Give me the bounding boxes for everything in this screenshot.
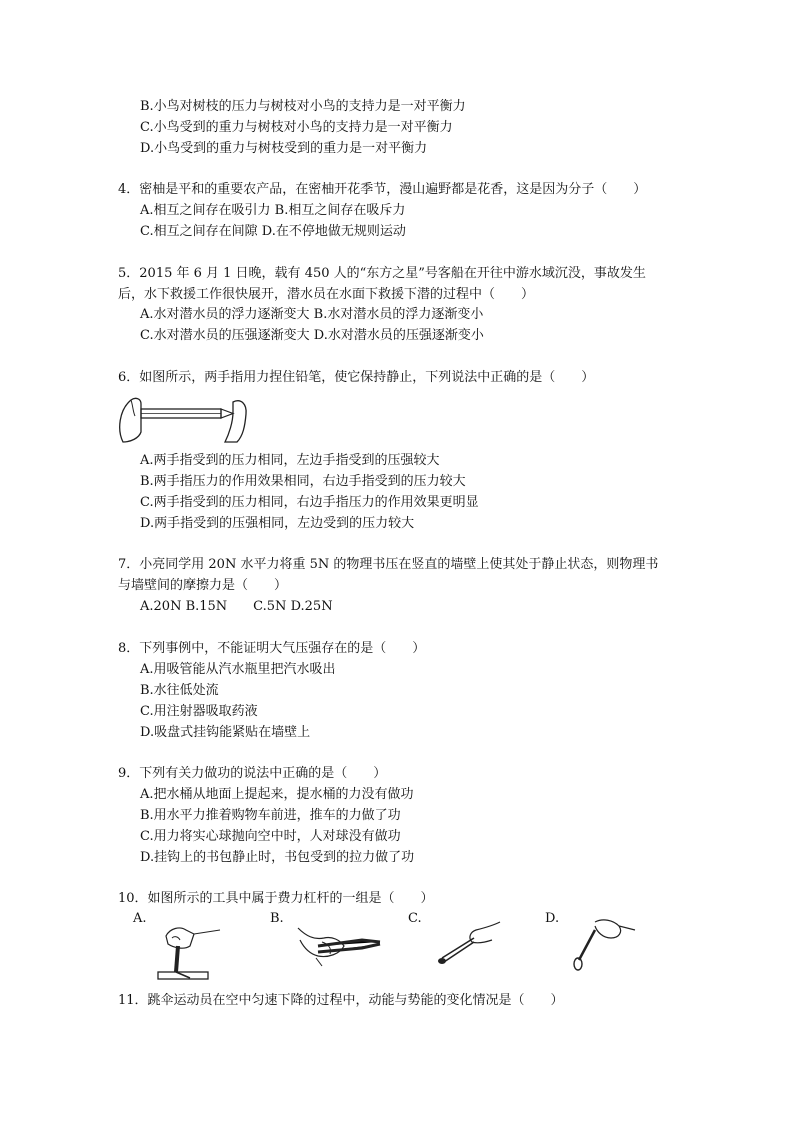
q9-option-b: B.用水平力推着购物车前进，推车的力做了功 <box>140 808 401 823</box>
q6-option-a: A.两手指受到的压力相同，左边手指受到的压强较大 <box>140 453 440 468</box>
q9-stem: 9．下列有关力做功的说法中正确的是（ ） <box>118 766 387 781</box>
q3-option-b: B.小鸟对树枝的压力与树枝对小鸟的支持力是一对平衡力 <box>140 99 466 114</box>
q6-option-c: C.两手指受到的压力相同，右边手指压力的作用效果更明显 <box>140 495 479 510</box>
pencil-fingers-figure <box>115 392 250 444</box>
tool-d-figure <box>565 914 645 972</box>
q6-stem: 6．如图所示，两手指用力捏住铅笔，使它保持静止，下列说法中正确的是（ ） <box>118 370 595 385</box>
q11-stem: 11．跳伞运动员在空中匀速下降的过程中，动能与势能的变化情况是（ ） <box>118 993 564 1008</box>
q5-option-ab: A.水对潜水员的浮力逐渐变大 B.水对潜水员的浮力逐渐变小 <box>140 307 484 322</box>
q9-option-a: A.把水桶从地面上提起来，提水桶的力没有做功 <box>140 787 414 802</box>
q7-options: A.20N B.15N C.5N D.25N <box>140 599 333 614</box>
q3-option-d: D.小鸟受到的重力与树枝受到的重力是一对平衡力 <box>140 141 428 156</box>
q7-stem-line1: 7．小亮同学用 20N 水平力将重 5N 的物理书压在竖直的墙壁上使其处于静止状态，则物理书 <box>118 557 659 572</box>
q4-option-ab: A.相互之间存在吸引力 B.相互之间存在吸斥力 <box>140 203 406 218</box>
q10-stem: 10．如图所示的工具中属于费力杠杆的一组是（ ） <box>118 891 434 906</box>
q8-option-c: C.用注射器吸取药液 <box>140 704 258 719</box>
q5-stem-line1: 5．2015 年 6 月 1 日晚，载有 450 人的“东方之星”号客船在开往中游水域沉没，事故发生 <box>118 266 646 281</box>
q10-label-c: C. <box>408 911 422 926</box>
q10-label-b: B. <box>270 911 284 926</box>
q5-stem-line2: 后，水下救援工作很快展开，潜水员在水面下救援下潜的过程中（ ） <box>118 287 535 302</box>
tool-a-figure <box>150 916 225 982</box>
tool-c-figure <box>430 918 510 968</box>
q8-option-a: A.用吸管能从汽水瓶里把汽水吸出 <box>140 662 336 677</box>
q10-label-d: D. <box>545 911 560 926</box>
q6-option-b: B.两手指压力的作用效果相同，右边手指受到的压力较大 <box>140 474 466 489</box>
q9-option-c: C.用力将实心球抛向空中时，人对球没有做功 <box>140 829 401 844</box>
q6-option-d: D.两手指受到的压强相同，左边受到的压力较大 <box>140 516 415 531</box>
q10-label-a: A. <box>133 911 147 926</box>
q4-stem: 4．密柚是平和的重要农产品，在密柚开花季节，漫山遍野都是花香，这是因为分子（ ） <box>118 182 647 197</box>
q5-option-cd: C.水对潜水员的压强逐渐变大 D.水对潜水员的压强逐渐变小 <box>140 328 484 343</box>
q8-option-d: D.吸盘式挂钩能紧贴在墙壁上 <box>140 725 311 740</box>
q8-option-b: B.水往低处流 <box>140 683 219 698</box>
q3-option-c: C.小鸟受到的重力与树枝对小鸟的支持力是一对平衡力 <box>140 120 453 135</box>
q7-stem-line2: 与墙壁间的摩擦力是（ ） <box>118 578 288 593</box>
q9-option-d: D.挂钩上的书包静止时，书包受到的拉力做了功 <box>140 850 415 865</box>
q4-option-cd: C.相互之间存在间隙 D.在不停地做无规则运动 <box>140 224 406 239</box>
tool-b-figure <box>292 918 387 970</box>
q8-stem: 8．下列事例中，不能证明大气压强存在的是（ ） <box>118 641 426 656</box>
